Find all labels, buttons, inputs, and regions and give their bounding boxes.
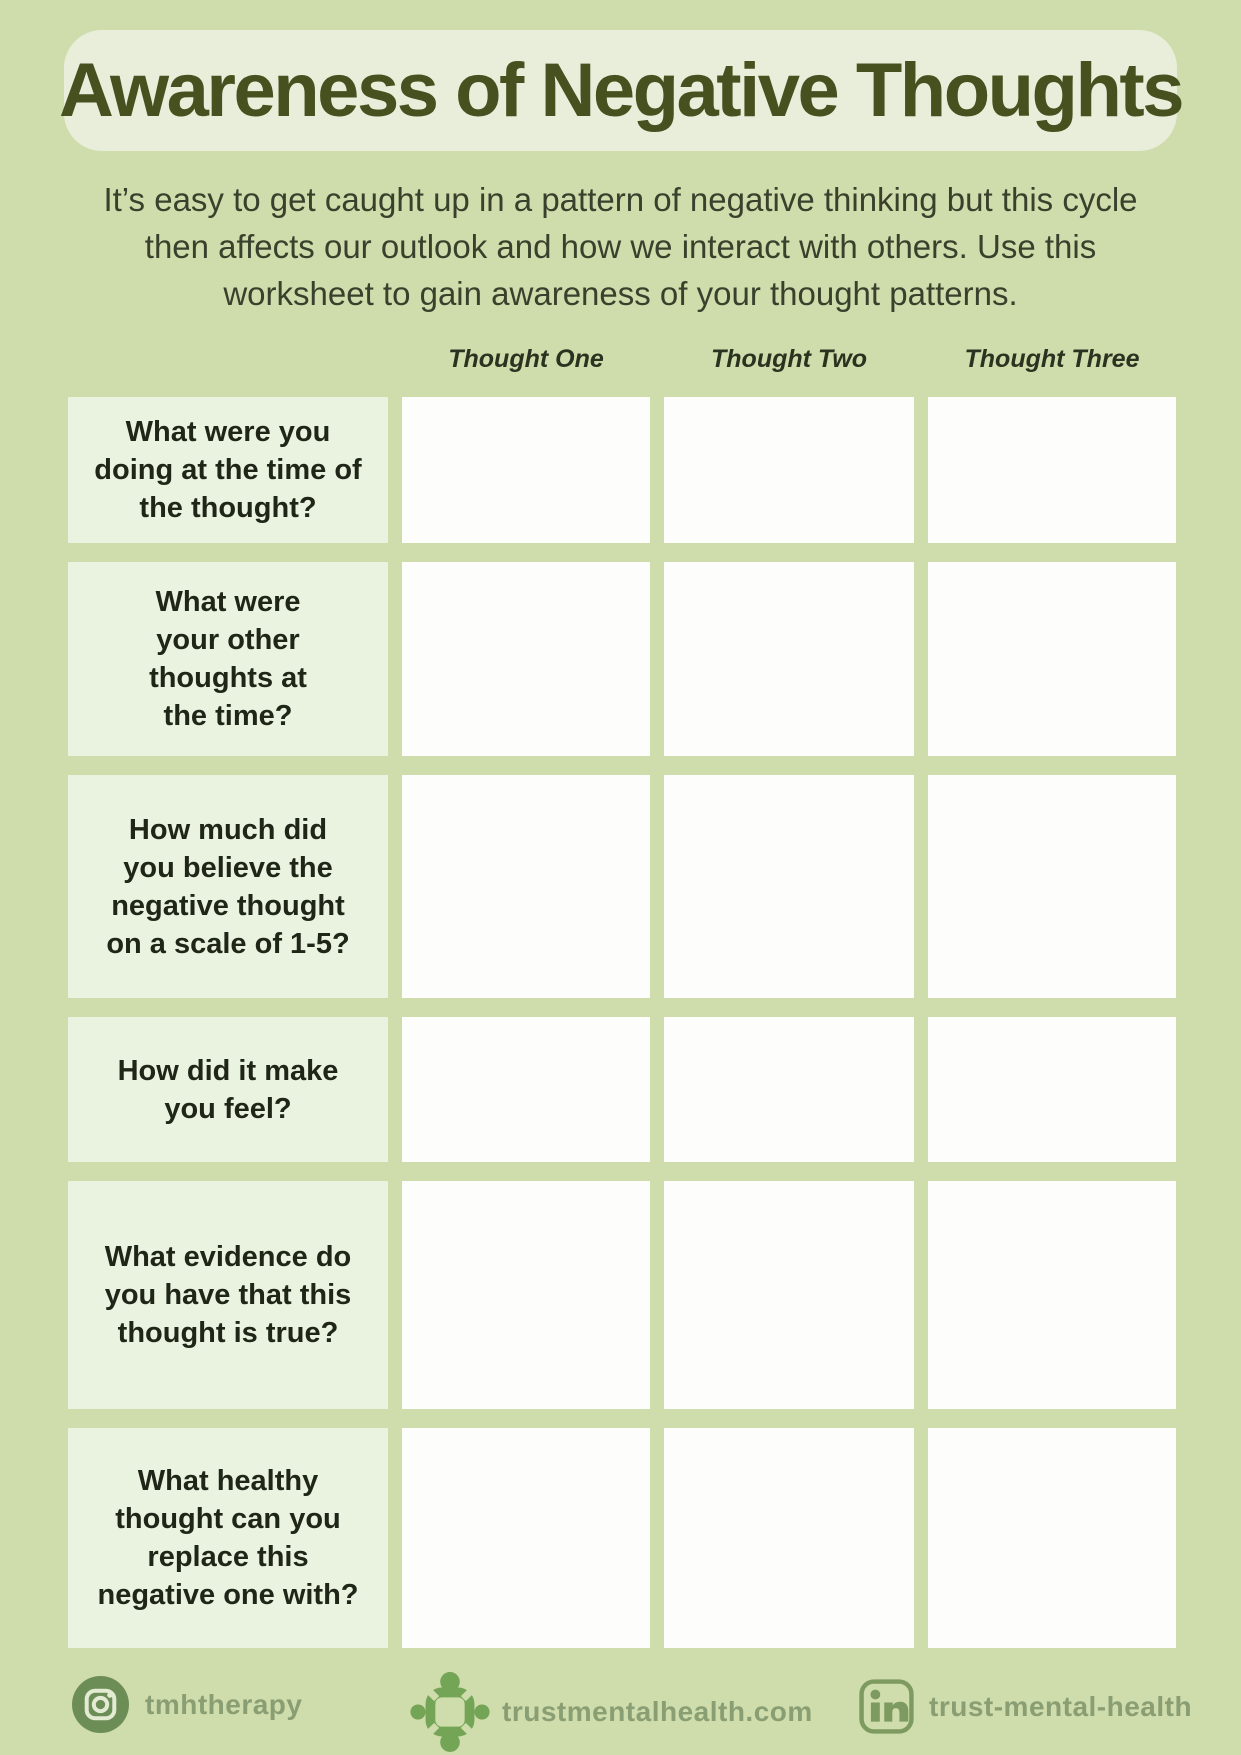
question-label-6 (68, 1428, 388, 1648)
answer-cell-r1-c1 (402, 397, 650, 543)
answer-cell-r3-c2 (664, 775, 914, 998)
answer-cell-r2-c1 (402, 562, 650, 756)
answer-cell-r6-c3 (928, 1428, 1176, 1648)
question-line: the thought? (139, 492, 317, 524)
answer-cell-r1-c2 (664, 397, 914, 543)
column-header-thought-one: Thought One (448, 344, 604, 373)
column-header-spacer (68, 340, 388, 378)
answer-cell-r5-c1 (402, 1181, 650, 1409)
trust-mental-health-logo[interactable] (410, 1672, 490, 1752)
title-banner (59, 30, 1182, 151)
worksheet-table (68, 340, 1176, 1648)
question-line: on a scale of 1-5? (106, 927, 350, 960)
answer-cell-r3-c3 (928, 775, 1176, 998)
answer-cell-r1-c3 (928, 397, 1176, 543)
intro-line: worksheet to gain awareness of your thought patterns. (223, 275, 1018, 312)
footer-instagram[interactable] (72, 1676, 302, 1733)
website-label[interactable]: trustmentalhealth.com (502, 1696, 813, 1727)
footer-linkedin[interactable] (858, 1678, 1192, 1735)
question-line: What healthy (137, 1465, 319, 1497)
question-line: What were (155, 586, 301, 618)
answer-cell-r6-c1 (402, 1428, 650, 1648)
answer-cell-r4-c3 (928, 1017, 1176, 1162)
intro-paragraph (0, 176, 1241, 317)
question-label-5 (68, 1181, 388, 1409)
linkedin-icon[interactable] (858, 1678, 915, 1735)
answer-cell-r3-c1 (402, 775, 650, 998)
intro-line: then affects our outlook and how we interact with others. Use this (144, 228, 1097, 265)
question-line: negative thought (111, 889, 345, 922)
instagram-handle[interactable]: tmhtherapy (145, 1688, 303, 1720)
question-label-2 (68, 562, 388, 756)
question-line: How did it make (117, 1054, 339, 1087)
question-line: thought can you (115, 1503, 341, 1535)
question-line: you feel? (164, 1092, 292, 1125)
column-header-thought-two: Thought Two (711, 344, 867, 373)
answer-cell-r4-c2 (664, 1017, 914, 1162)
question-line: thoughts at (149, 662, 307, 694)
footer-website[interactable] (410, 1672, 813, 1752)
instagram-icon[interactable] (72, 1676, 129, 1733)
page-title: Awareness of Negative Thoughts (59, 48, 1182, 133)
column-header-thought-three: Thought Three (964, 344, 1140, 373)
answer-cell-r2-c3 (928, 562, 1176, 756)
question-line: thought is true? (117, 1317, 339, 1349)
question-line: your other (156, 624, 300, 656)
question-label-4 (68, 1017, 388, 1162)
question-line: replace this (147, 1541, 309, 1573)
question-label-1 (68, 397, 388, 543)
question-label-3 (68, 775, 388, 998)
answer-cell-r5-c2 (664, 1181, 914, 1409)
question-line: you believe the (123, 851, 333, 884)
question-line: the time? (163, 700, 293, 732)
answer-cell-r5-c3 (928, 1181, 1176, 1409)
answer-cell-r6-c2 (664, 1428, 914, 1648)
answer-cell-r2-c2 (664, 562, 914, 756)
question-line: How much did (128, 813, 328, 846)
question-line: you have that this (104, 1279, 352, 1311)
question-line: What evidence do (104, 1241, 352, 1273)
question-line: doing at the time of (94, 454, 362, 486)
intro-line: It’s easy to get caught up in a pattern of negative thinking but this cycle (103, 181, 1138, 218)
question-line: What were you (125, 416, 331, 448)
question-line: negative one with? (97, 1579, 359, 1611)
linkedin-handle[interactable]: trust-mental-health (929, 1690, 1193, 1722)
answer-cell-r4-c1 (402, 1017, 650, 1162)
